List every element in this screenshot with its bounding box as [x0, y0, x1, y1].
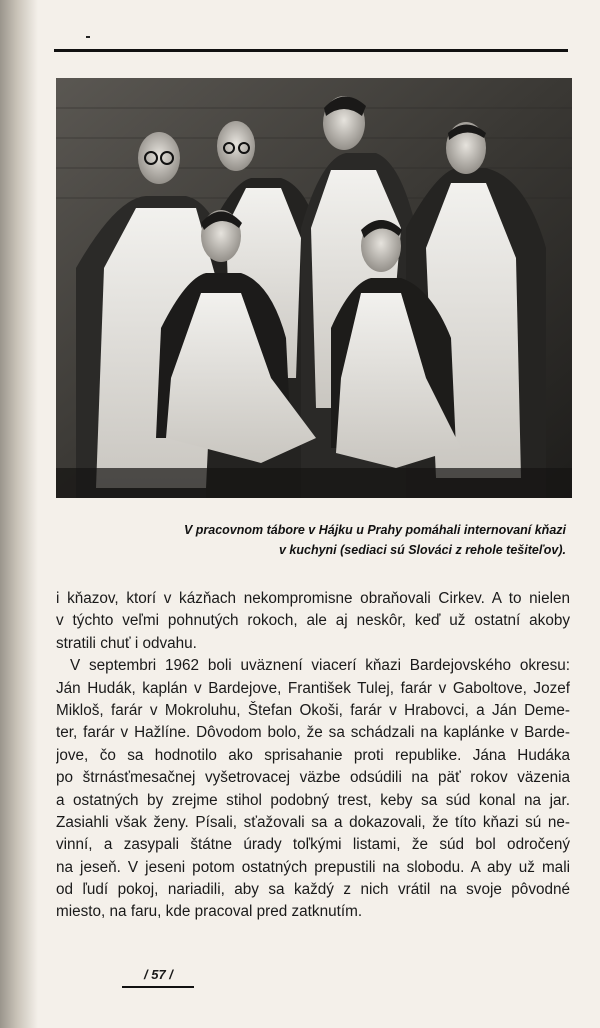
text-line: ter, farár v Hažlíne. Dôvodom bolo, že sa schádzali na kaplánke v Barde- [56, 724, 570, 742]
text-line: miesto, na faru, kde pracoval pred zatknutím. [56, 903, 363, 921]
text-line: Ján Hudák, kaplán v Bardejove, František Tulej, farár v Gaboltove, Jozef [56, 679, 570, 697]
text-line: vinní, a zasypali štátne úrady toľkými listami, že súd bol odročený [56, 836, 570, 854]
text-line: Mikloš, farár v Mokroluhu, Štefan Okoši, farár v Hrabovci, a Ján Deme- [56, 701, 570, 719]
footer-rule [122, 986, 194, 988]
group-photo [56, 78, 572, 498]
text-line: a ostatných by zrejme stihol podobný trest, keby sa súd konal na jar. [56, 791, 570, 809]
top-mark [86, 36, 90, 38]
text-line: v týchto veľmi pohnutých rokoch, ale aj neskôr, keď už ostatní akoby [56, 612, 570, 630]
text-line: Zasiahli však ženy. Písali, sťažovali sa a dokazovali, že títo kňazi sú ne- [56, 813, 570, 831]
binding-shadow [0, 0, 38, 1028]
page-number: / 57 / [144, 967, 173, 982]
caption-line-2: v kuchyni (sediaci sú Slováci z rehole tešiteľov). [279, 543, 566, 557]
photo-caption [110, 520, 566, 560]
text-line: na jeseň. V jeseni potom ostatných prepustili na slobodu. A aby už mali [56, 858, 570, 876]
text-line: i kňazov, ktorí v kázňach nekompromisne obraňovali Cirkev. A to nielen [56, 590, 570, 607]
text-line: jove, čo sa hodnotilo ako sprisahanie proti republike. Jána Hudáka [56, 746, 570, 764]
header-rule [54, 49, 568, 52]
text-line: stratili chuť i odvahu. [56, 634, 197, 652]
caption-line-1: V pracovnom tábore v Hájku u Prahy pomáhali internovaní kňazi [183, 523, 566, 537]
text-line: po štrnásťmesačnej vyšetrovacej väzbe odsúdili na päť rokov väzenia [56, 769, 570, 787]
text-line: od ľudí pokoj, nariadili, aby sa každý z nich vrátil na svoje pôvodné [56, 881, 570, 899]
text-line: V septembri 1962 boli uväznení viacerí kňazi Bardejovského okresu: [70, 657, 570, 675]
body-text [56, 588, 570, 924]
